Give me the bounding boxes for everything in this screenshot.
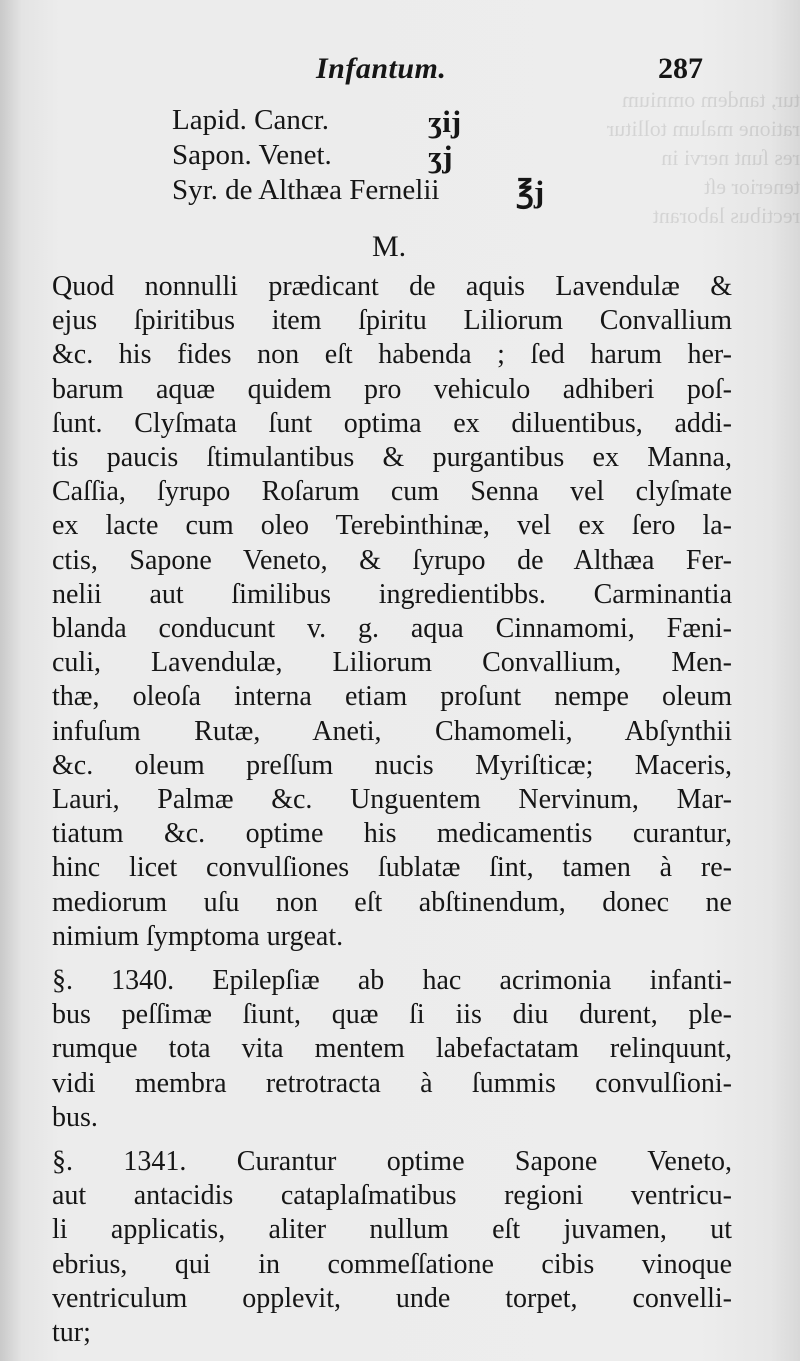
page-number: 287: [658, 52, 703, 85]
paragraph-gap: [52, 954, 732, 964]
recipe-quantity: ℥j: [516, 174, 545, 209]
text-line: rumque tota vita mentem labefactatam relinquunt,: [52, 1033, 732, 1065]
text-line: ex lacte cum oleo Terebinthinæ, vel ex ſero la-: [52, 510, 732, 542]
text-line: ejus ſpiritibus item ſpiritu Liliorum Convallium: [52, 305, 732, 337]
text-line: Quod nonnulli prædicant de aquis Lavendulæ &: [52, 271, 732, 302]
text-line: Caſſia, ſyrupo Roſarum cum Senna vel clyſmate: [52, 476, 732, 508]
text-line: hinc licet convulſiones ſublatæ ſint, tamen à re-: [52, 852, 732, 884]
recipe-block: [172, 104, 732, 209]
paragraph: [52, 270, 732, 954]
recipe-line: [172, 104, 732, 139]
text-line: culi, Lavendulæ, Liliorum Convallium, Men-: [52, 647, 732, 679]
recipe-line: [172, 174, 732, 209]
text-line: vidi membra retrotracta à ſummis convulſioni-: [52, 1067, 732, 1099]
text-line: §. 1340. Epilepſiæ ab hac acrimonia infanti-: [52, 965, 732, 997]
text-line: barum aquæ quidem pro vehiculo adhiberi poſ-: [52, 373, 732, 405]
text-line: nimium ſymptoma urgeat.: [52, 920, 344, 952]
text-line: nelii aut ſimilibus ingredientibbs. Carminantia: [52, 578, 732, 610]
text-line: aut antacidis cataplaſmatibus regioni ventricu-: [52, 1180, 732, 1212]
text-line: Lauri, Palmæ &c. Unguentem Nervinum, Mar-: [52, 784, 732, 816]
bleed-through-texture: tur, tandem omnium ratione malum tollitur res ſunt nervi in tenerior eſt rectibus laborant: [606, 87, 800, 228]
text-line: ventriculum opplevit, unde torpet, convelli-: [52, 1282, 732, 1314]
text-line: tis paucis ſtimulantibus & purgantibus ex Manna,: [52, 442, 732, 474]
recipe-ingredient: Sapon. Venet.: [172, 139, 332, 171]
text-line: li applicatis, aliter nullum eſt juvamen, ut: [52, 1214, 732, 1246]
text-line: tur;: [52, 1317, 91, 1349]
text-line: tiatum &c. optime his medicamentis curantur,: [52, 818, 732, 850]
text-line: mediorum uſu non eſt abſtinendum, donec ne: [52, 886, 732, 918]
text-line: infuſum Rutæ, Aneti, Chamomeli, Abſynthii: [52, 715, 732, 747]
paragraph: [52, 964, 732, 1135]
recipe-ingredient: Syr. de Althæa Fernelii: [172, 174, 440, 206]
recipe-quantity: ʒj: [428, 139, 453, 174]
text-line: ebrius, qui in commeſſatione cibis vinoque: [52, 1248, 732, 1280]
paragraph: [52, 1145, 732, 1350]
text-line: &c. oleum preſſum nucis Myriſticæ; Maceris,: [52, 749, 732, 781]
text-line: ſunt. Clyſmata ſunt optima ex diluentibus, addi-: [52, 407, 732, 439]
recipe-line: [172, 139, 732, 174]
recipe-quantity: ʒij: [428, 104, 462, 139]
page-header: [0, 52, 800, 92]
text-line: thæ, oleoſa interna etiam proſunt nempe oleum: [52, 681, 732, 713]
running-head: Infantum.: [316, 52, 447, 85]
text-line: blanda conducunt v. g. aqua Cinnamomi, Fæni-: [52, 613, 732, 645]
text-line: bus peſſimæ ſiunt, quæ ſi iis diu durent, ple-: [52, 999, 732, 1031]
body-text: [52, 270, 732, 1350]
text-line: ctis, Sapone Veneto, & ſyrupo de Althæa Fer-: [52, 544, 732, 576]
recipe-mixture-instruction: M.: [372, 230, 407, 263]
text-line: &c. his fides non eſt habenda ; ſed harum her-: [52, 339, 732, 371]
text-line: §. 1341. Curantur optime Sapone Veneto,: [52, 1146, 732, 1178]
recipe-ingredient: Lapid. Cancr.: [172, 104, 330, 136]
text-line: bus.: [52, 1101, 98, 1133]
paragraph-gap: [52, 1135, 732, 1145]
